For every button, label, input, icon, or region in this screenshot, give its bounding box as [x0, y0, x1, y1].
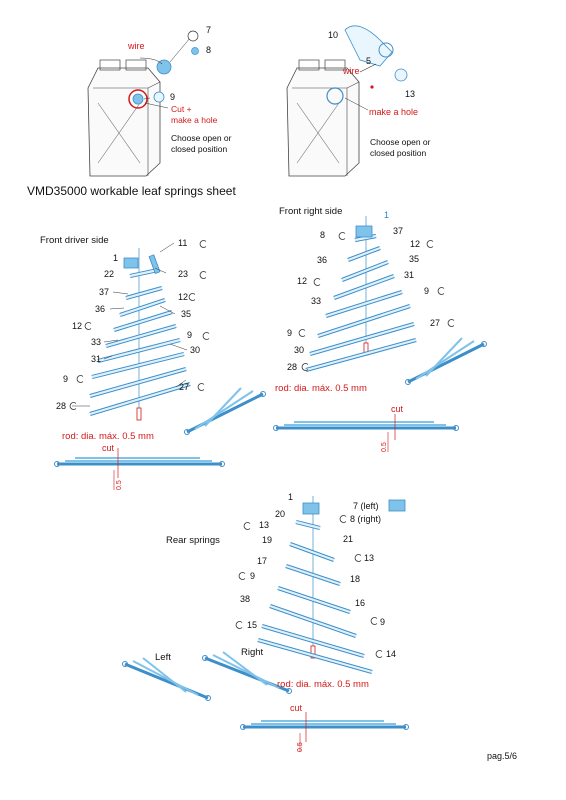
- fr-cut-label: cut: [391, 404, 404, 414]
- rear-clamp-7: [389, 500, 405, 511]
- fr-label-9a: 9: [424, 286, 430, 296]
- fd-leader-0: [160, 243, 174, 252]
- fd-label-22: 22: [104, 269, 115, 279]
- rear-spring-left-b: [133, 661, 198, 695]
- fr-spring-side-b: [416, 341, 474, 379]
- fd-clip-23: [200, 272, 206, 279]
- fd-clip-9a: [203, 333, 209, 340]
- cut-hole-note: Cut + make a hole: [171, 104, 218, 125]
- rear-springs-title: Rear springs: [166, 535, 220, 546]
- part-13-top: [395, 69, 407, 81]
- leader-7: [170, 38, 190, 62]
- fr-clamp-8: [356, 226, 372, 237]
- part-9-washer: [154, 92, 164, 102]
- rear-label-14: 14: [386, 649, 397, 659]
- fr-rod-note: rod: dia. máx. 0.5 mm: [275, 383, 367, 394]
- fr-clip-12b: [314, 279, 320, 286]
- fr-clip-9b: [299, 330, 305, 337]
- fd-label-23: 23: [178, 269, 189, 279]
- fd-label-9b: 9: [63, 374, 69, 384]
- front-driver-title: Front driver side: [40, 235, 109, 246]
- fd-label-36: 36: [95, 304, 106, 314]
- fd-clip-9b: [77, 376, 83, 383]
- wire-label-right: wire: [343, 66, 360, 76]
- fr-label-12: 12: [410, 239, 421, 249]
- rear-label-20: 20: [275, 509, 286, 519]
- rear-spring-right-b: [213, 655, 279, 688]
- rear-cut-label: cut: [290, 703, 303, 713]
- part-number-7: 7: [206, 25, 212, 35]
- fd-leader-9: [170, 344, 187, 350]
- fd-label-30: 30: [190, 345, 201, 355]
- rear-clip-14: [376, 651, 382, 658]
- rear-label-21: 21: [343, 534, 354, 544]
- fd-label-31: 31: [91, 354, 102, 364]
- filler-cap-left: [133, 94, 143, 104]
- fr-leaf-7-hl: [306, 340, 416, 370]
- fd-leader-3: [110, 308, 124, 309]
- fd-spring-side-b: [195, 391, 253, 429]
- fr-label-9b: 9: [287, 328, 293, 338]
- rear-leaf-1-hl: [290, 544, 334, 560]
- fd-label-33: 33: [91, 337, 102, 347]
- rear-label-1: 1: [288, 492, 294, 502]
- rear-label-9a: 9: [250, 571, 256, 581]
- fd-label-12b: 12: [72, 321, 83, 331]
- fd-label-35: 35: [181, 309, 192, 319]
- part-number-13-top: 13: [405, 89, 416, 99]
- rear-label-17: 17: [257, 556, 268, 566]
- fr-dim-label: 0.5: [381, 442, 388, 452]
- fr-label-30: 30: [294, 345, 305, 355]
- rear-label-16: 16: [355, 598, 366, 608]
- fr-label-12b: 12: [297, 276, 308, 286]
- fd-dim-label: 0.5: [116, 480, 123, 490]
- rear-label-15: 15: [247, 620, 258, 630]
- fr-leaf-1-hl: [348, 248, 380, 260]
- rear-dim-label: 0.5: [297, 742, 304, 752]
- rear-label-13a: 13: [259, 520, 270, 530]
- rear-label-13b: 13: [364, 553, 375, 563]
- fr-label-35: 35: [409, 254, 420, 264]
- front-right-title: Front right side: [279, 206, 343, 217]
- jerrycan-right: [287, 68, 359, 176]
- fr-label-36: 36: [317, 255, 328, 265]
- fd-clip-11: [200, 241, 206, 248]
- fd-cut-label: cut: [102, 443, 115, 453]
- fr-label-33: 33: [311, 296, 322, 306]
- wire-label-left: wire: [128, 41, 145, 51]
- hole-dot: [370, 85, 373, 88]
- rear-left-label: Left: [155, 652, 171, 663]
- rear-rod-note: rod: dia. máx. 0.5 mm: [277, 679, 369, 690]
- fd-leaf-2-hl: [120, 300, 165, 315]
- rear-label-9b: 9: [380, 617, 386, 627]
- rear-label-19: 19: [262, 535, 273, 545]
- fr-label-28: 28: [287, 362, 298, 372]
- fr-label-27: 27: [430, 318, 441, 328]
- make-hole-note: make a hole: [369, 107, 419, 117]
- fr-label-1: 1: [384, 210, 390, 220]
- fr-leaf-5-hl: [318, 306, 410, 336]
- fd-rod-end: [137, 408, 141, 420]
- fr-clip-8: [339, 233, 345, 240]
- fd-clip-12: [189, 294, 195, 301]
- fd-clip-27: [198, 384, 204, 391]
- position-note-right: Choose open or closed position: [370, 137, 431, 158]
- fd-label-9a: 9: [187, 330, 193, 340]
- position-note-left: Choose open or closed position: [171, 133, 232, 154]
- fr-label-8: 8: [320, 230, 326, 240]
- fd-clamp-22: [124, 258, 138, 268]
- rear-label-7: 7 (left): [353, 501, 379, 511]
- rear-clip-13b: [355, 555, 361, 562]
- rear-label-8: 8 (right): [350, 514, 382, 524]
- fd-leader-2: [113, 292, 128, 294]
- fd-label-27: 27: [179, 382, 190, 392]
- fd-label-12: 12: [178, 292, 189, 302]
- fr-clip-27: [448, 319, 454, 326]
- rear-clip-9b: [371, 618, 377, 625]
- fd-label-37: 37: [99, 287, 110, 297]
- fd-label-28: 28: [56, 401, 67, 411]
- fr-label-31: 31: [404, 270, 415, 280]
- rear-clamp: [303, 503, 319, 514]
- rear-label-38: 38: [240, 594, 251, 604]
- fd-leaf-1-hl: [126, 288, 162, 298]
- part-7-ring: [188, 31, 198, 41]
- fd-rod-note: rod: dia. máx. 0.5 mm: [62, 431, 154, 442]
- fr-label-37: 37: [393, 226, 404, 236]
- fr-clip-9a: [438, 288, 444, 295]
- rear-right-label: Right: [241, 647, 264, 658]
- part-8-disc: [192, 48, 199, 55]
- fr-leaf-6-hl: [310, 324, 414, 354]
- part-number-8: 8: [206, 45, 212, 55]
- fr-clip-12: [427, 241, 433, 248]
- rear-clip-13a: [244, 523, 250, 530]
- rear-leaf-3-hl: [278, 588, 350, 612]
- sheet-title: VMD35000 workable leaf springs sheet: [27, 184, 236, 198]
- part-number-10: 10: [328, 30, 339, 40]
- rear-label-18: 18: [350, 574, 361, 584]
- fr-leaf-2-hl: [342, 262, 388, 280]
- fd-clip-12b: [85, 323, 91, 330]
- fd-label-11: 11: [178, 238, 188, 248]
- jerrycan-left: [88, 68, 160, 176]
- fd-label-1: 1: [113, 253, 119, 263]
- page-number: pag.5/6: [487, 751, 518, 761]
- part-number-9-top: 9: [170, 92, 176, 102]
- rear-leaf-6-hl: [258, 640, 372, 672]
- part-number-5: 5: [366, 56, 372, 66]
- rear-clip-8: [340, 516, 346, 523]
- rear-clip-9a: [239, 573, 245, 580]
- rear-clip-15: [236, 622, 242, 629]
